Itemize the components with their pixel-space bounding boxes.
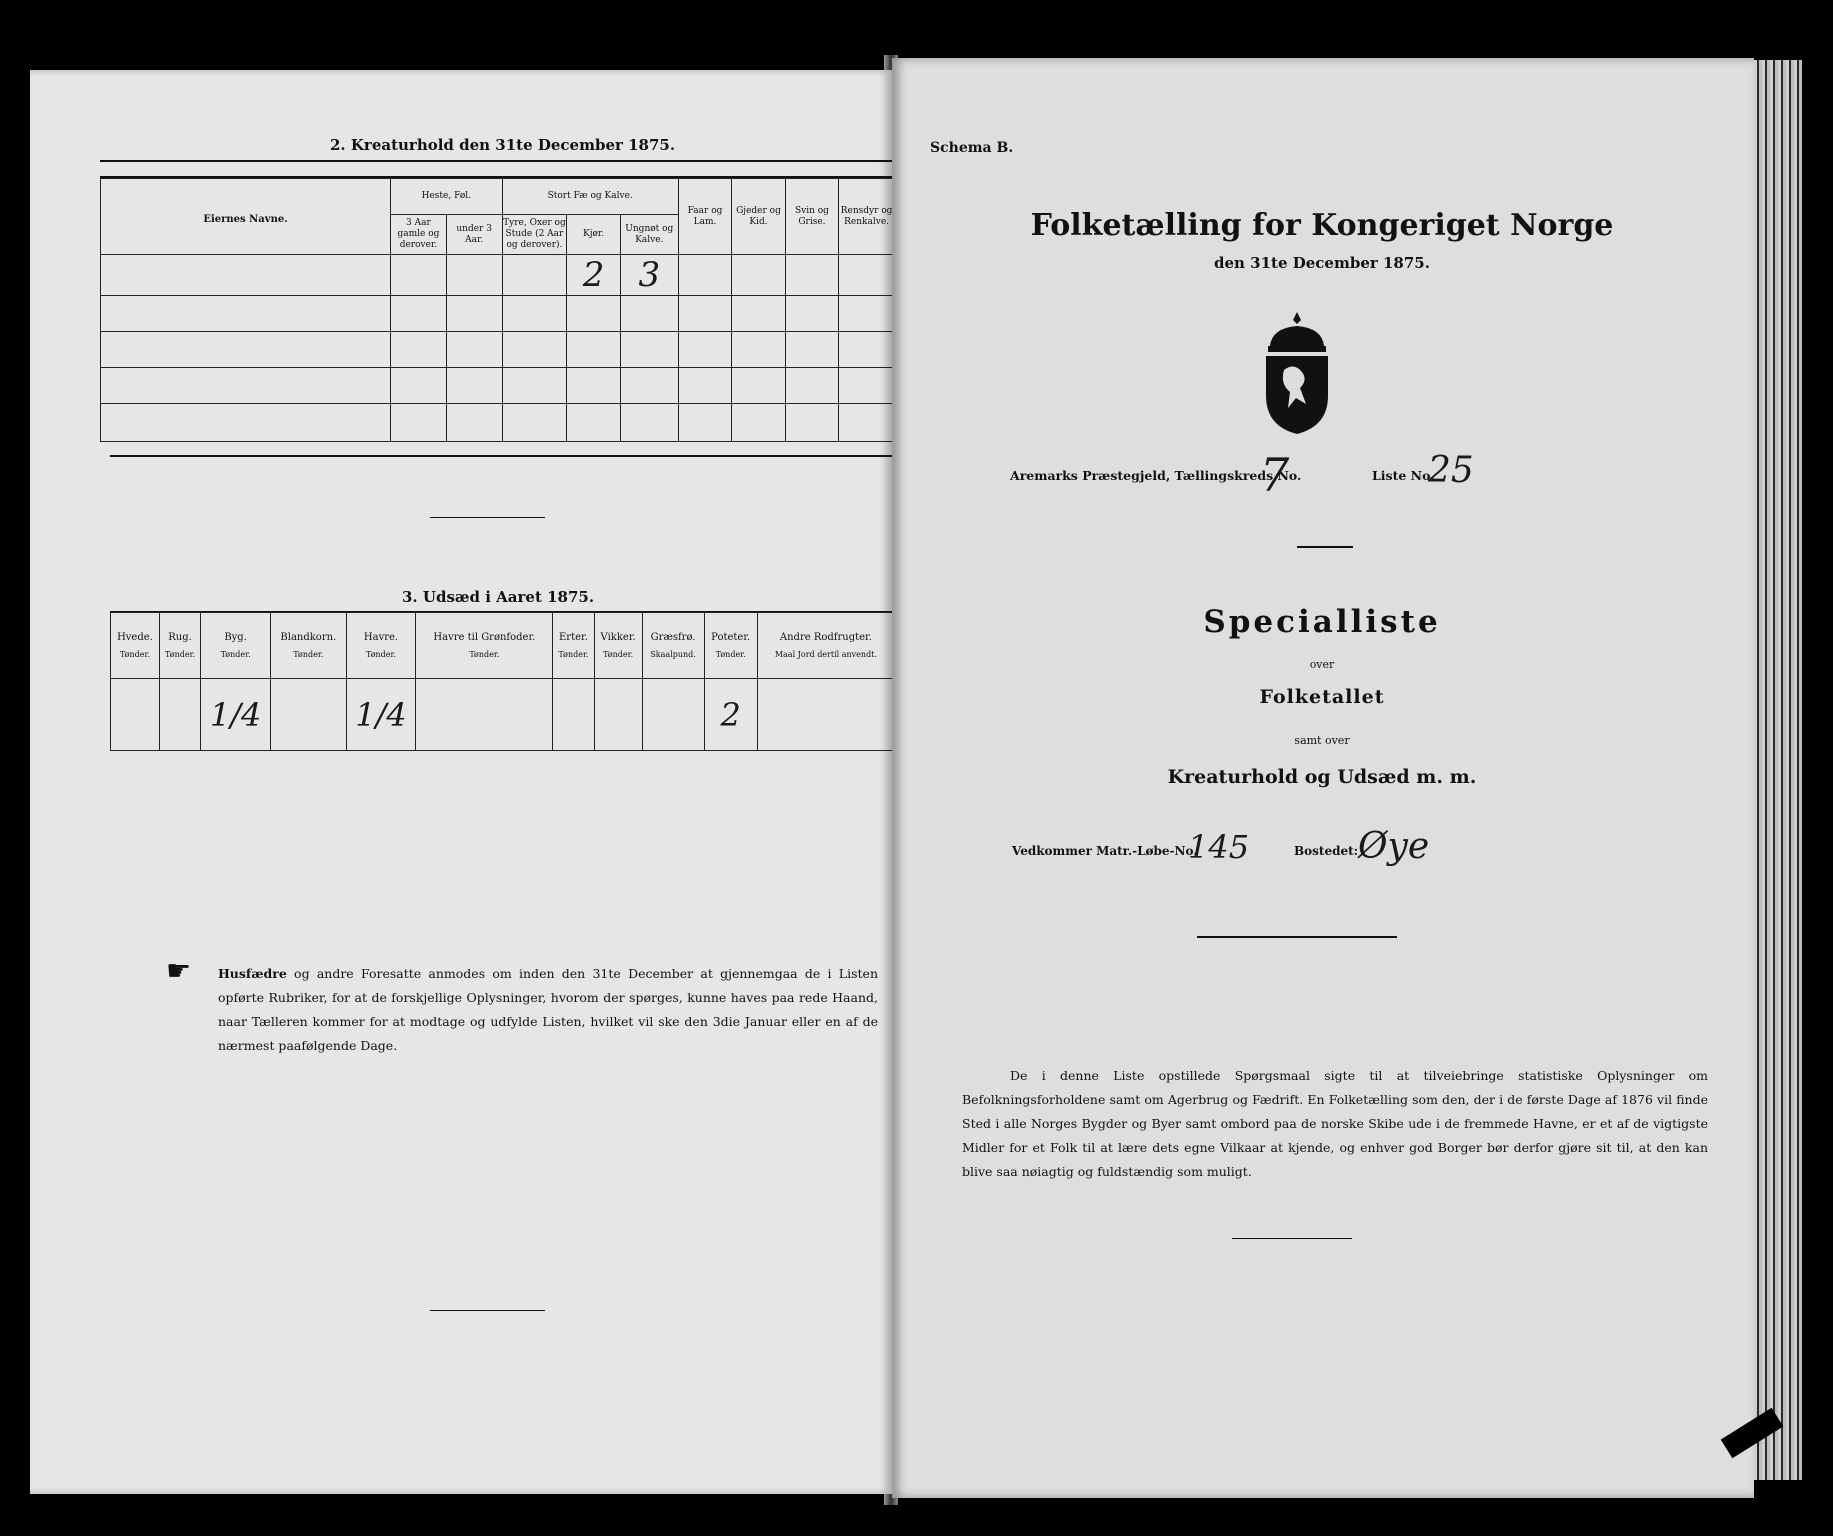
livestock-table xyxy=(100,178,895,442)
samt-over-text: samt over xyxy=(1294,734,1350,747)
divider xyxy=(430,517,545,518)
notice-text: Husfædre og andre Foresatte anmodes om inden den 31te December at gjennemgaa de i Listen opførte Rubriker, for at de forskjellige Oplysninger, hvorom der spørges, kunne haves paa rede Haand, naar Tælleren kommer for at modtage og udfylde Listen, hvilket vil ske den 3die Januar eller en af de nærmest paafølgende Dage. xyxy=(218,966,878,1053)
seed-value-cell xyxy=(416,679,553,751)
census-title: Folketælling for Kongeriget Norge xyxy=(1030,208,1614,243)
seed-col-header xyxy=(159,613,200,679)
page-edges xyxy=(1754,60,1802,1480)
census-date: den 31te December 1875. xyxy=(1214,254,1430,272)
divider xyxy=(1297,546,1353,548)
seed-col-unit: Skaalpund. xyxy=(650,649,696,659)
divider-2 xyxy=(1197,936,1397,938)
list-label: Liste No. xyxy=(1372,468,1435,483)
seed-col-header xyxy=(346,613,416,679)
seed-col-name: Poteter. xyxy=(711,631,751,643)
seed-value-cell xyxy=(553,679,594,751)
owner-header: Eiernes Navne. xyxy=(203,214,288,225)
col-horse-young: under 3 Aar. xyxy=(446,215,502,255)
col-pigs: Svin og Grise. xyxy=(785,179,838,255)
divider-bottom xyxy=(430,1310,545,1311)
seed-col-unit: Tønder. xyxy=(469,649,500,659)
bosted-value: Øye xyxy=(1358,826,1430,867)
seed-col-unit: Tønder. xyxy=(603,649,634,659)
seed-col-unit: Tønder. xyxy=(119,649,150,659)
seed-value-cell xyxy=(111,679,160,751)
seed-col-header xyxy=(416,613,553,679)
group-cattle: Stort Fæ og Kalve. xyxy=(502,179,678,215)
seed-col-unit: Maal Jord dertil anvendt. xyxy=(774,649,877,659)
left-page xyxy=(30,70,892,1494)
seed-col-unit: Tønder. xyxy=(165,649,196,659)
seed-col-name: Havre til Grønfoder. xyxy=(433,631,536,643)
coat-of-arms-icon xyxy=(1252,308,1342,442)
matr-no: 145 xyxy=(1188,828,1250,866)
seed-value-cell xyxy=(594,679,642,751)
seed-col-unit: Tønder. xyxy=(558,649,589,659)
seed-col-unit: Tønder. xyxy=(220,649,251,659)
seed-col-name: Vikker. xyxy=(600,631,636,643)
cows-value: 2 xyxy=(582,255,605,295)
seed-col-unit: Tønder. xyxy=(715,649,746,659)
col-young-cattle: Ungnøt og Kalve. xyxy=(620,215,678,255)
seed-col-header xyxy=(111,613,160,679)
kreaturhold-title: Kreaturhold og Udsæd m. m. xyxy=(1167,766,1477,788)
list-no: 25 xyxy=(1428,450,1474,491)
seed-value-cell xyxy=(704,679,757,751)
seed-col-unit: Tønder. xyxy=(366,649,397,659)
col-horse-old: 3 Aar gamle og derover. xyxy=(391,215,447,255)
col-bulls: Tyre, Oxer og Stude (2 Aar og derover). xyxy=(502,215,567,255)
col-cows: Kjør. xyxy=(567,215,620,255)
parish-label: Aremarks Præstegjeld, Tællingskreds No. xyxy=(1010,468,1302,483)
seed-col-header xyxy=(553,613,594,679)
col-reindeer: Rensdyr og Renkalve. xyxy=(839,179,895,255)
seed-value: 1/4 xyxy=(209,695,262,734)
seed-value-cell xyxy=(271,679,347,751)
seed-col-name: Hvede. xyxy=(117,631,153,643)
section3-title: 3. Udsæd i Aaret 1875. xyxy=(402,588,595,606)
seed-value-cell xyxy=(346,679,416,751)
seed-col-name: Græsfrø. xyxy=(650,631,696,643)
seed-value-cell xyxy=(757,679,894,751)
district-no: 7 xyxy=(1260,448,1290,502)
info-paragraph: De i denne Liste opstillede Spørgsmaal sigte til at tilveiebringe statistiske Oplysninger om Befolkningsforholdene samt om Agerbrug og Fædrift. En Folketælling som den, der i de første Dage af 1876 vil finde Sted i alle Norges Bygder og Byer samt ombord paa de norske Skibe ude i de fremmede Havne, er et af de vigtigste Midler for et Folk til at lære dets egne Vilkaar at kjende, og enhver god Borger bør derfor gjøre sit til, at den kan blive saa nøiagtig og fuldstændig som muligt. xyxy=(962,1068,1708,1179)
seed-col-name: Havre. xyxy=(363,631,399,643)
young-cattle-value: 3 xyxy=(638,255,661,295)
seed-col-name: Byg. xyxy=(224,631,247,643)
matr-label: Vedkommer Matr.-Løbe-No. xyxy=(1012,844,1198,858)
seed-col-header xyxy=(704,613,757,679)
seed-col-name: Rug. xyxy=(168,631,192,643)
seed-col-unit: Tønder. xyxy=(293,649,324,659)
seed-value-cell xyxy=(642,679,704,751)
seed-col-name: Erter. xyxy=(559,631,588,643)
seed-col-name: Andre Rodfrugter. xyxy=(779,631,872,643)
group-horses: Heste, Føl. xyxy=(391,179,502,215)
col-sheep: Faar og Lam. xyxy=(678,179,731,255)
seed-value: 2 xyxy=(720,695,741,734)
col-goats: Gjeder og Kid. xyxy=(732,179,785,255)
seed-col-header xyxy=(594,613,642,679)
bosted-label: Bostedet: xyxy=(1294,844,1359,858)
schema-label: Schema B. xyxy=(930,140,1014,156)
special-title: Specialliste xyxy=(1203,604,1441,640)
pointing-hand-icon: ☛ xyxy=(166,954,192,987)
seed-col-header xyxy=(757,613,894,679)
seed-table xyxy=(110,612,895,751)
seed-col-header xyxy=(201,613,271,679)
over-text: over xyxy=(1309,658,1335,671)
seed-col-header xyxy=(642,613,704,679)
seed-col-name: Blandkorn. xyxy=(280,631,337,643)
seed-value: 1/4 xyxy=(355,695,407,734)
seed-col-header xyxy=(271,613,347,679)
seed-value-cell xyxy=(201,679,271,751)
divider-3 xyxy=(1232,1238,1352,1239)
folketallet-text: Folketallet xyxy=(1259,686,1385,708)
seed-value-cell xyxy=(159,679,200,751)
section2-title: 2. Kreaturhold den 31te December 1875. xyxy=(330,136,676,154)
right-page xyxy=(892,58,1754,1498)
